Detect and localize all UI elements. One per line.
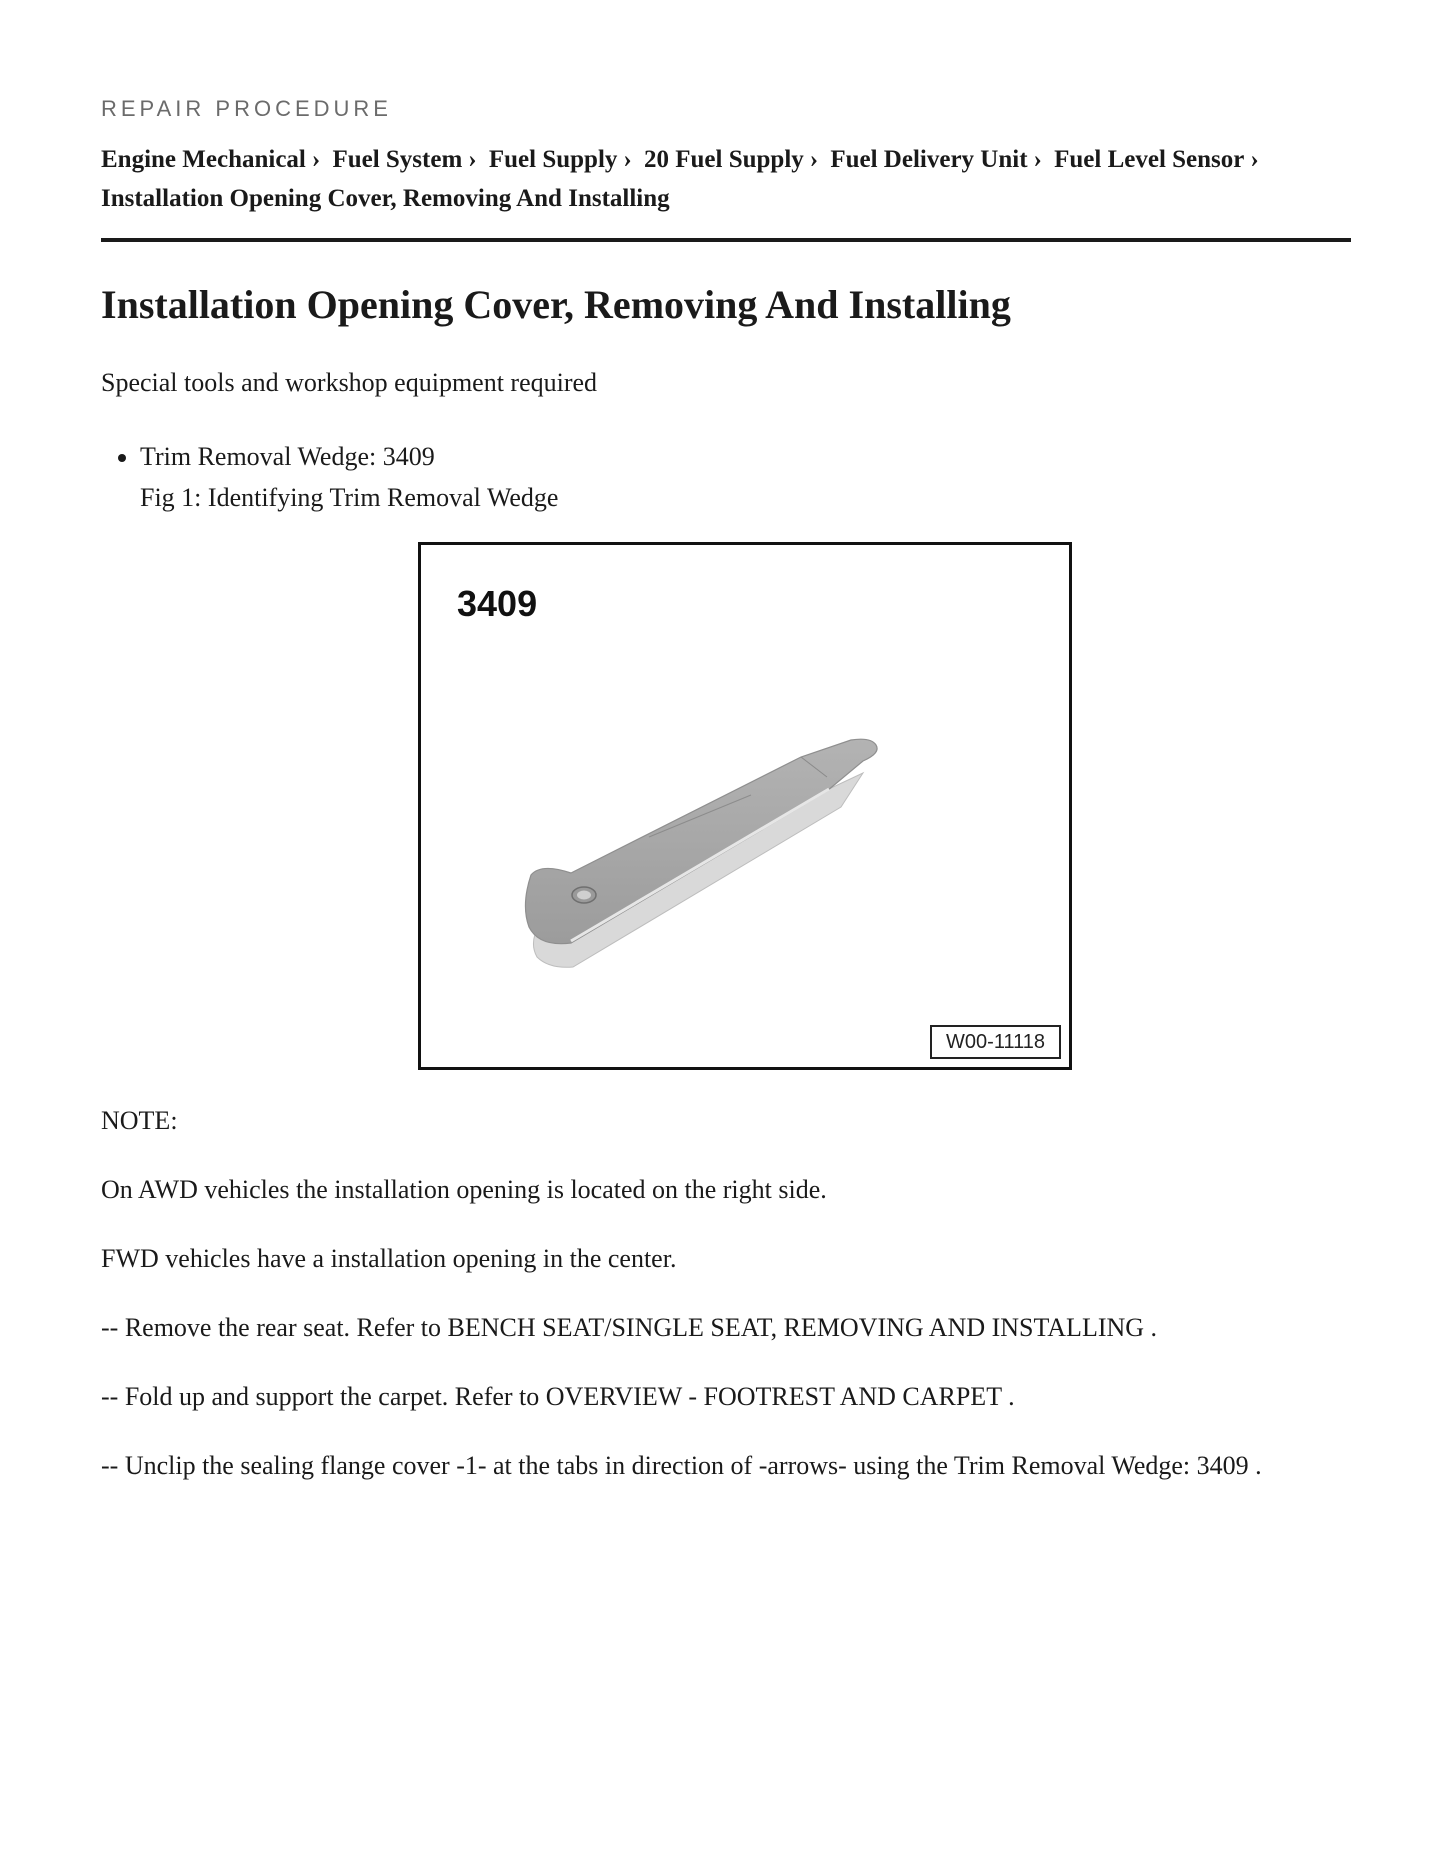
breadcrumb-item[interactable]: Fuel System bbox=[332, 146, 463, 173]
note-label: NOTE: bbox=[101, 1106, 178, 1135]
tools-intro: Special tools and workshop equipment required bbox=[101, 368, 598, 397]
breadcrumb-current: Installation Opening Cover, Removing And Installing bbox=[101, 185, 670, 212]
breadcrumb bbox=[101, 140, 1351, 242]
tool-name: Trim Removal Wedge: 3409 bbox=[140, 442, 435, 471]
breadcrumb-item[interactable]: Fuel Delivery Unit bbox=[830, 146, 1028, 173]
breadcrumb-separator: › bbox=[1250, 146, 1259, 173]
breadcrumb-separator: › bbox=[623, 146, 632, 173]
breadcrumb-item[interactable]: Fuel Level Sensor bbox=[1054, 146, 1245, 173]
tool-list bbox=[101, 436, 1351, 518]
note-text: FWD vehicles have a installation opening in the center. bbox=[101, 1244, 677, 1273]
tool-figure bbox=[418, 542, 1072, 1070]
figure-code: W00-11118 bbox=[930, 1025, 1061, 1059]
page-title: Installation Opening Cover, Removing And Installing bbox=[101, 282, 1011, 327]
breadcrumb-item[interactable]: Fuel Supply bbox=[488, 146, 618, 173]
wedge-body bbox=[525, 739, 877, 943]
tool-number-label: 3409 bbox=[457, 583, 538, 624]
breadcrumb-separator: › bbox=[809, 146, 819, 173]
breadcrumb-separator: › bbox=[468, 146, 477, 173]
breadcrumb-item[interactable]: Engine Mechanical bbox=[101, 146, 306, 173]
breadcrumb-separator: › bbox=[1033, 146, 1042, 173]
breadcrumb-item[interactable]: 20 Fuel Supply bbox=[643, 146, 804, 173]
breadcrumb-separator: › bbox=[311, 146, 321, 173]
section-eyebrow: REPAIR PROCEDURE bbox=[101, 96, 392, 121]
note-text: On AWD vehicles the installation opening is located on the right side. bbox=[101, 1175, 827, 1204]
procedure-step: -- Unclip the sealing flange cover -1- at the tabs in direction of -arrows- using the Trim Removal Wedge: 3409 . bbox=[101, 1451, 1262, 1480]
procedure-step: -- Fold up and support the carpet. Refer to OVERVIEW - FOOTREST AND CARPET . bbox=[101, 1382, 1015, 1411]
figure-caption: Fig 1: Identifying Trim Removal Wedge bbox=[140, 483, 559, 512]
document-page bbox=[101, 96, 1351, 1483]
procedure-step: -- Remove the rear seat. Refer to BENCH SEAT/SINGLE SEAT, REMOVING AND INSTALLING . bbox=[101, 1313, 1158, 1342]
tool-list-item bbox=[140, 436, 1351, 518]
